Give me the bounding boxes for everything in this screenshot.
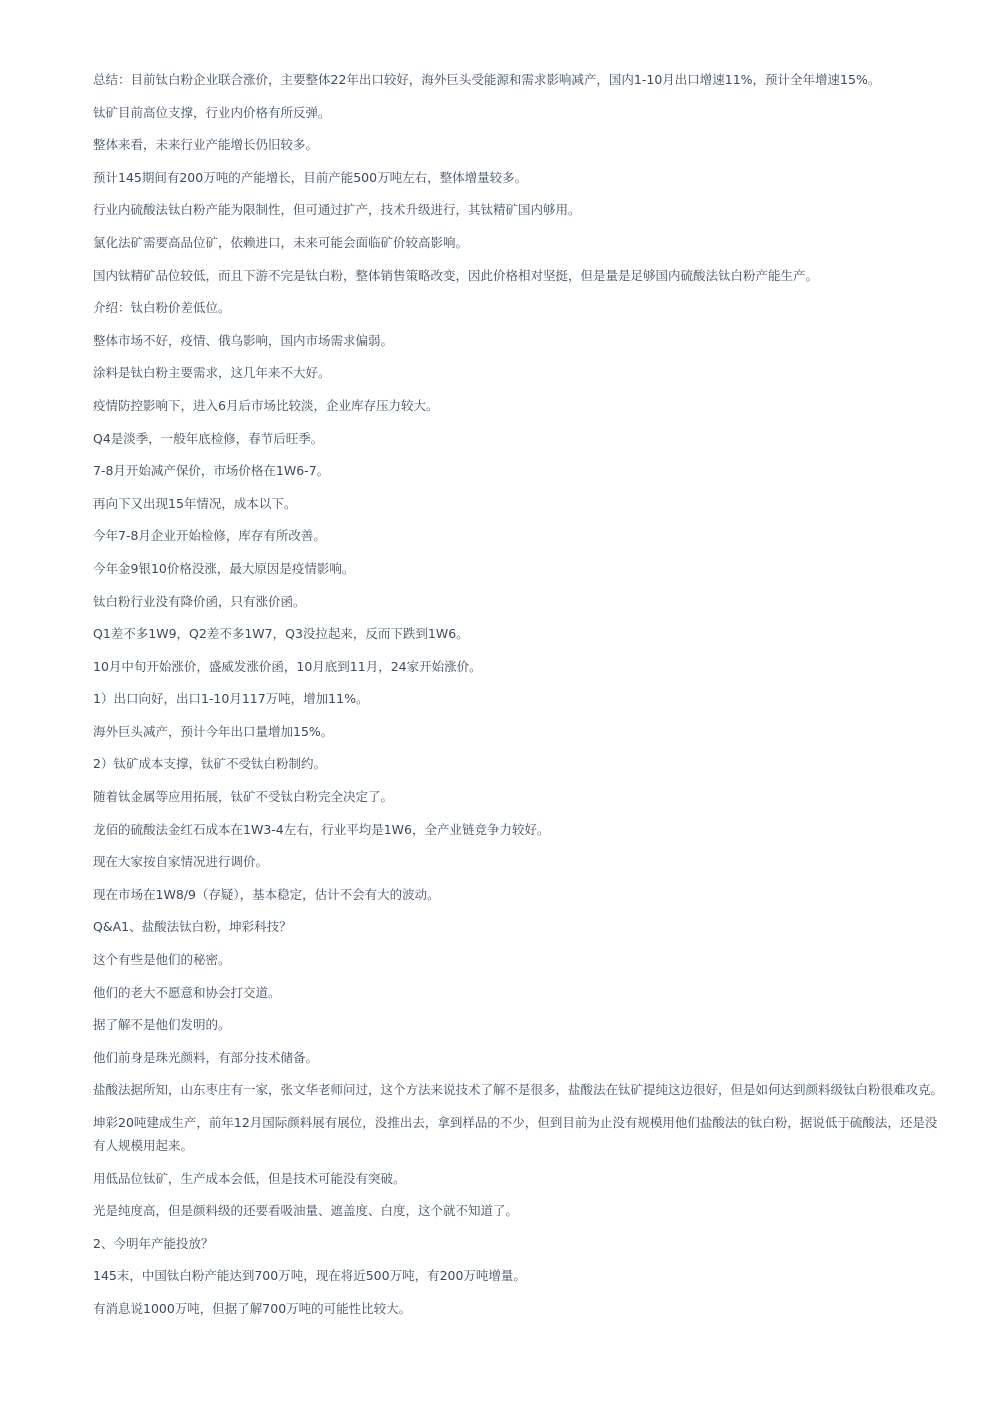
paragraph: 再向下又出现15年情况，成本以下。 bbox=[93, 495, 297, 511]
paragraph: 钛矿目前高位支撑，行业内价格有所反弹。 bbox=[93, 104, 331, 120]
paragraph: Q4是淡季，一般年底检修，春节后旺季。 bbox=[93, 430, 324, 446]
paragraph: 据了解不是他们发明的。 bbox=[93, 1017, 231, 1033]
paragraph: 整体来看，未来行业产能增长仍旧较多。 bbox=[93, 137, 319, 153]
paragraph: 145末，中国钛白粉产能达到700万吨，现在将近500万吨，有200万吨增量。 bbox=[93, 1268, 526, 1284]
paragraph: 龙佰的硫酸法金红石成本在1W3-4左右，行业平均是1W6，全产业链竞争力较好。 bbox=[93, 821, 550, 837]
paragraph: 有消息说1000万吨，但据了解700万吨的可能性比较大。 bbox=[93, 1300, 412, 1316]
paragraph: 用低品位钛矿，生产成本会低，但是技术可能没有突破。 bbox=[93, 1170, 406, 1186]
paragraph: 氯化法矿需要高品位矿，依赖进口，未来可能会面临矿价较高影响。 bbox=[93, 234, 469, 250]
paragraph: 疫情防控影响下，进入6月后市场比较淡，企业库存压力较大。 bbox=[93, 397, 439, 413]
paragraph: 这个有些是他们的秘密。 bbox=[93, 952, 231, 968]
paragraph: 现在市场在1W8/9（存疑），基本稳定，估计不会有大的波动。 bbox=[93, 886, 440, 902]
document-body bbox=[93, 68, 945, 1330]
paragraph: 光是纯度高，但是颜料级的还要看吸油量、遮盖度、白度，这个就不知道了。 bbox=[93, 1203, 519, 1219]
intro-paragraph: 介绍：钛白粉价差低位。 bbox=[93, 300, 231, 316]
paragraph: 随着钛金属等应用拓展，钛矿不受钛白粉完全决定了。 bbox=[93, 789, 394, 805]
paragraph: 他们的老大不愿意和协会打交道。 bbox=[93, 984, 281, 1000]
paragraph: Q1差不多1W9，Q2差不多1W7，Q3没拉起来，反而下跌到1W6。 bbox=[93, 626, 469, 642]
paragraph: 7-8月开始减产保价，市场价格在1W6-7。 bbox=[93, 463, 330, 479]
qa-question: 2、今明年产能投放？ bbox=[93, 1235, 214, 1251]
paragraph: 行业内硫酸法钛白粉产能为限制性，但可通过扩产，技术升级进行，其钛精矿国内够用。 bbox=[93, 202, 581, 218]
paragraph: 钛白粉行业没有降价函，只有涨价函。 bbox=[93, 593, 306, 609]
paragraph: 他们前身是珠光颜料，有部分技术储备。 bbox=[93, 1049, 319, 1065]
paragraph: 今年金9银10价格没涨，最大原因是疫情影响。 bbox=[93, 560, 355, 576]
paragraph: 10月中旬开始涨价，盛威发涨价函，10月底到11月，24家开始涨价。 bbox=[93, 658, 482, 674]
paragraph: 预计145期间有200万吨的产能增长，目前产能500万吨左右，整体增量较多。 bbox=[93, 169, 528, 185]
paragraph: 2）钛矿成本支撑，钛矿不受钛白粉制约。 bbox=[93, 756, 326, 772]
qa-heading: Q&A1、盐酸法钛白粉，坤彩科技？ bbox=[93, 919, 292, 935]
paragraph: 盐酸法据所知，山东枣庄有一家，张文华老师问过，这个方法来说技术了解不是很多，盐酸法在钛矿提纯这边很好，但是如何达到颜料级钛白粉很难攻克。 bbox=[93, 1082, 944, 1098]
paragraph: 1）出口向好，出口1-10月117万吨，增加11%。 bbox=[93, 691, 369, 707]
paragraph: 涂料是钛白粉主要需求，这几年来不大好。 bbox=[93, 365, 331, 381]
paragraph: 现在大家按自家情况进行调价。 bbox=[93, 854, 269, 870]
paragraph: 整体市场不好，疫情、俄乌影响，国内市场需求偏弱。 bbox=[93, 332, 394, 348]
summary-paragraph: 总结：目前钛白粉企业联合涨价，主要整体22年出口较好，海外巨头受能源和需求影响减产，国内1-10月出口增速11%，预计全年增速15%。 bbox=[93, 72, 881, 87]
paragraph: 海外巨头减产，预计今年出口量增加15%。 bbox=[93, 723, 334, 739]
paragraph: 今年7-8月企业开始检修，库存有所改善。 bbox=[93, 528, 326, 544]
paragraph: 国内钛精矿品位较低，而且下游不完是钛白粉，整体销售策略改变，因此价格相对坚挺，但是量是足够国内硫酸法钛白粉产能生产。 bbox=[93, 267, 819, 283]
paragraph: 坤彩20吨建成生产，前年12月国际颜料展有展位，没推出去，拿到样品的不少，但到目前为止没有规模用他们盐酸法的钛白粉，据说低于硫酸法，还是没有人规模用起来。 bbox=[93, 1115, 938, 1153]
